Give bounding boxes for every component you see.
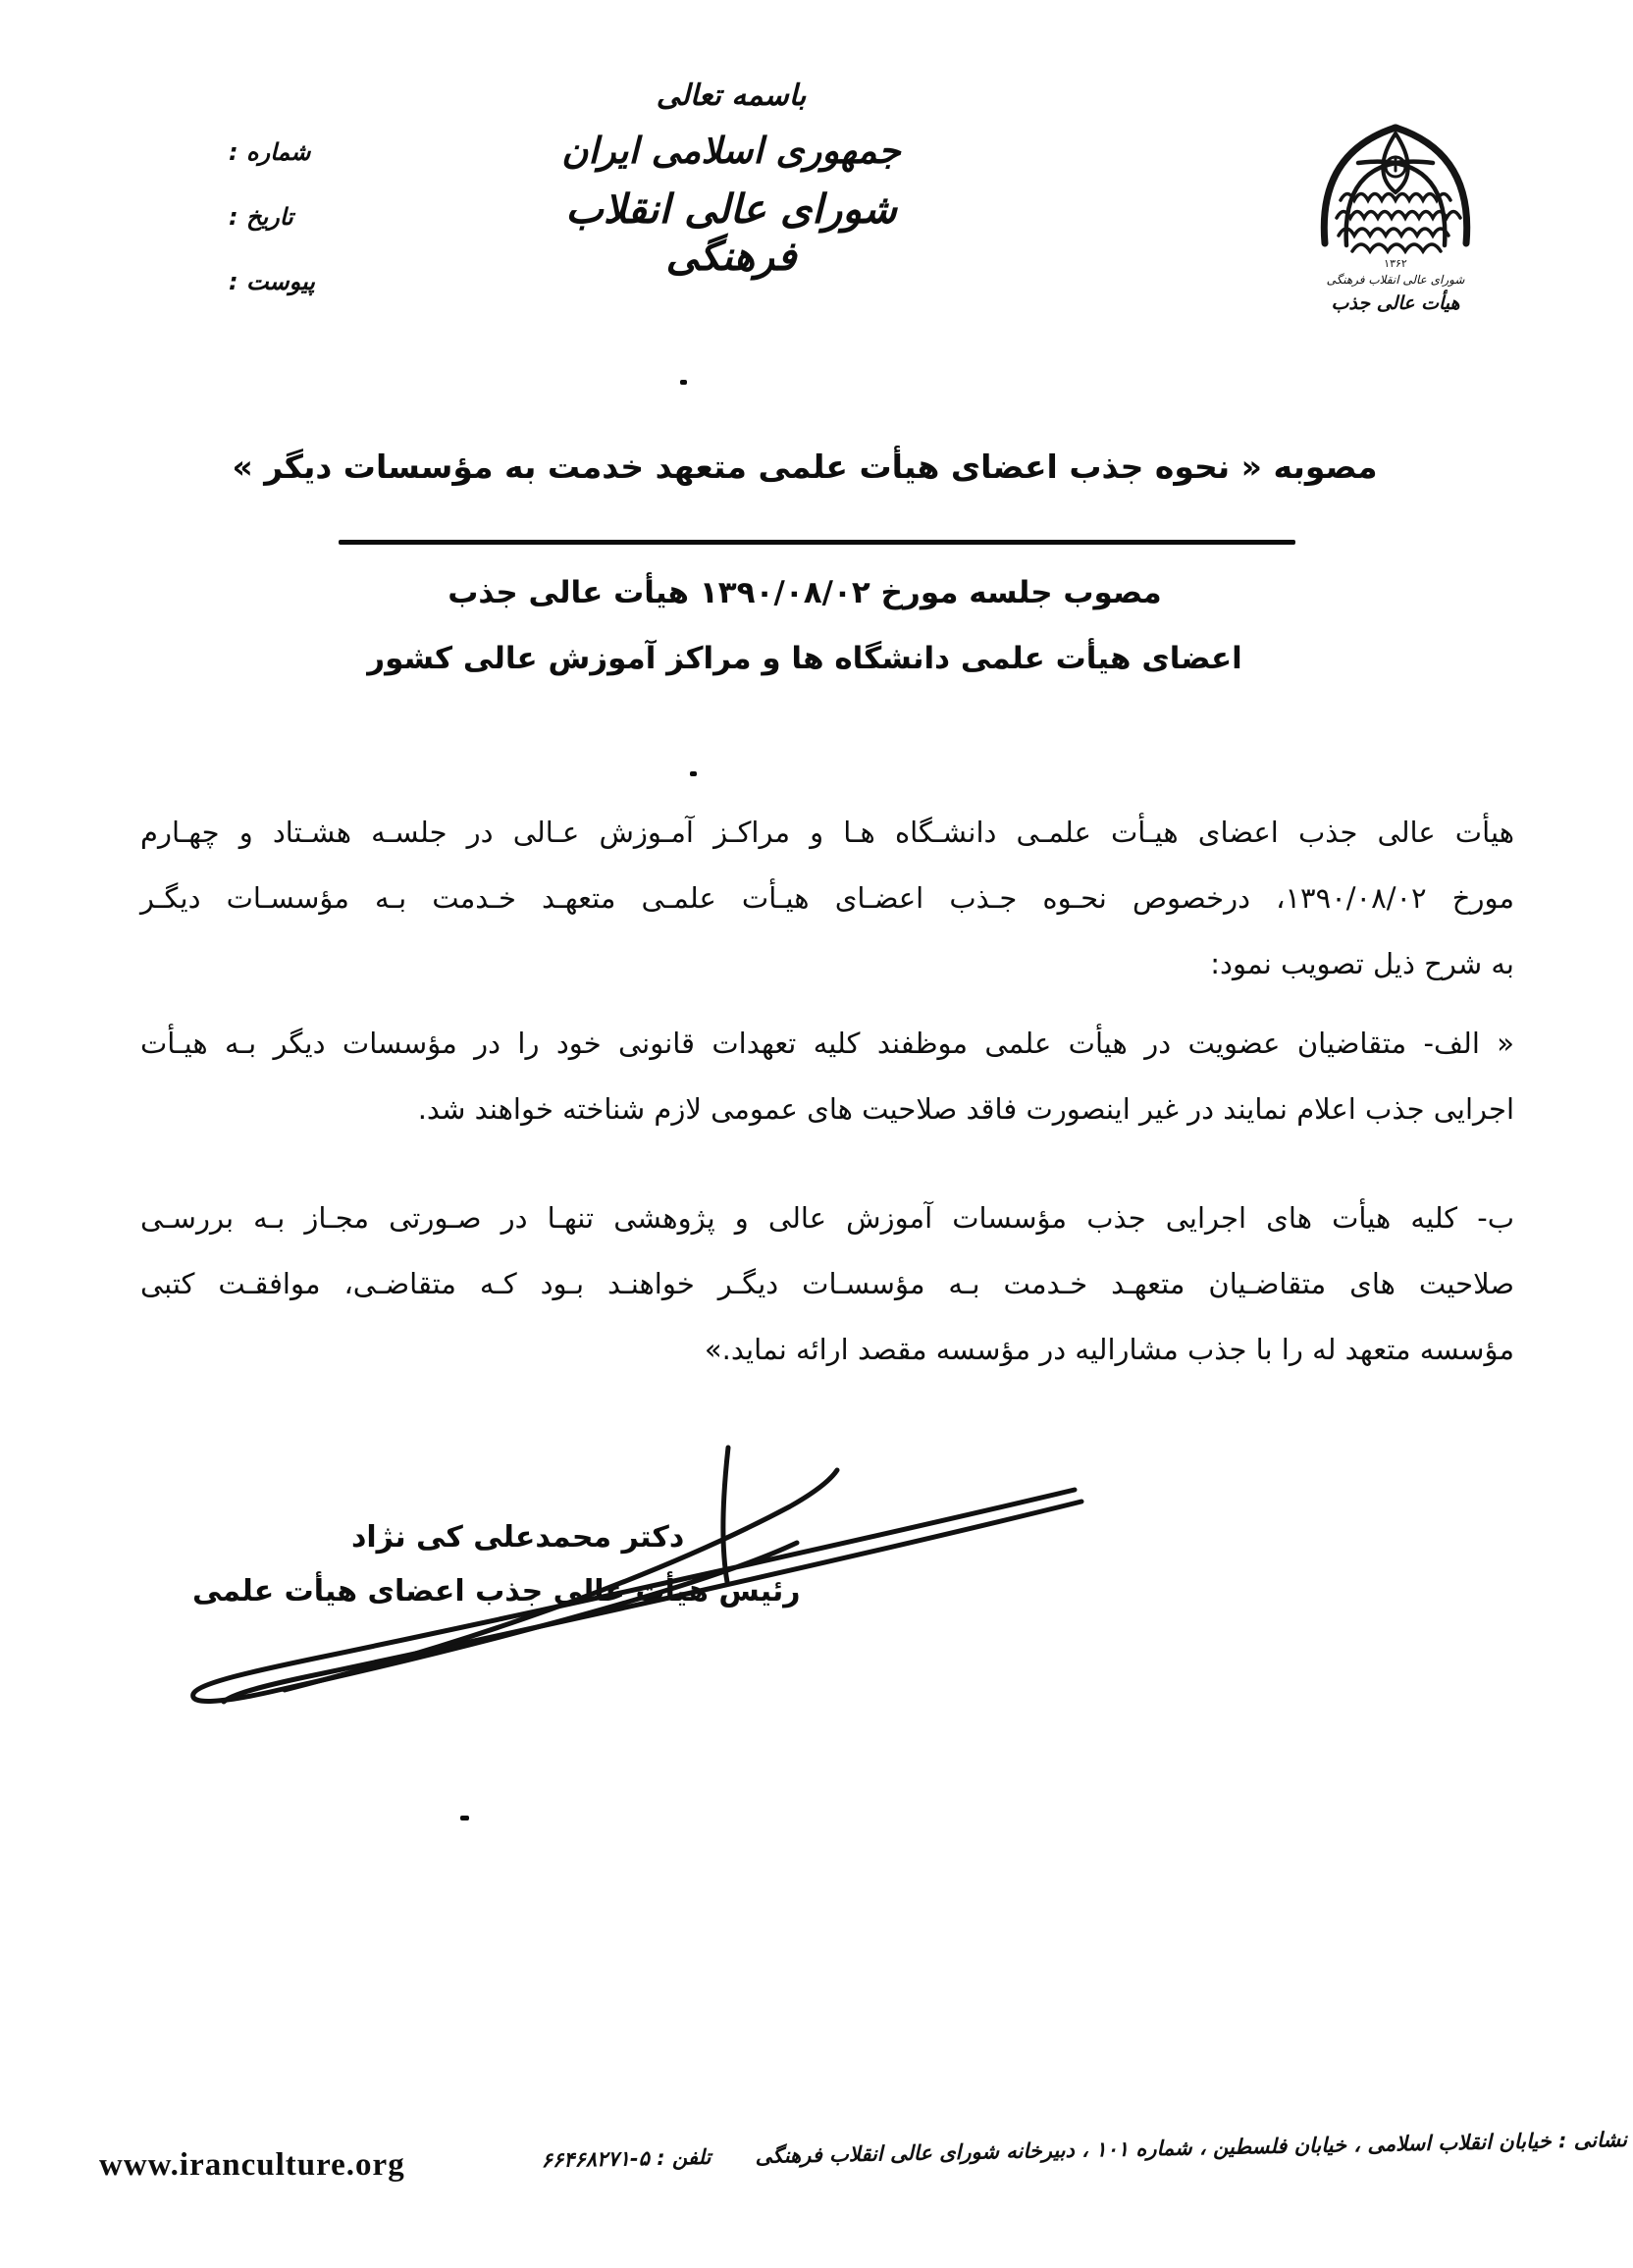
clause-b-paragraph	[140, 1186, 1514, 1383]
session-line-2: اعضای هیأت علمی دانشگاه ها و مراکز آموزش عالی کشور	[367, 641, 1242, 676]
paragraph-line: ب- کلیه هیأت های اجرایی جذب مؤسسات آموزش عالی و پژوهشی تنهـا در صـورتی مجـاز بـه بررسـی	[140, 1201, 1514, 1235]
signer-name: دکتر محمدعلی کی نژاد	[351, 1520, 685, 1555]
signer-title: رئیس هیأت عالی جذب اعضای هیأت علمی	[192, 1574, 801, 1609]
paragraph-line: هیأت عالی جذب اعضای هیـأت علمـی دانشـگاه هـا و مراکـز آمـوزش عـالی در جلسـه هشـتاد و چهـارم	[140, 816, 1514, 849]
paragraph-line: « الف- متقاضیان عضویت در هیأت علمی موظفند کلیه تعهدات قانونی خود را در مؤسسات دیگر بـه هیـأت	[140, 1027, 1514, 1060]
bismillah-text: باسمه تعالی	[656, 79, 807, 113]
footer-address: نشانی : خیابان انقلاب اسلامی ، خیابان فلسطین ، شماره ۱۰۱ ، دبیرخانه شورای عالی انقلاب فرهنگی	[755, 2128, 1628, 2169]
handwritten-signature-icon	[147, 1413, 1129, 1727]
emblem-caption-board: هیأت عالی جذب	[1331, 292, 1460, 314]
paragraph-line: اجرایی جذب اعلام نمایند در غیر اینصورت فاقد صلاحیت های عمومی لازم شناخته خواهند شد.	[417, 1092, 1514, 1126]
ink-speck	[680, 380, 687, 385]
clause-a-paragraph	[140, 1011, 1514, 1142]
paragraph-line: صلاحیت های متقاضـیان متعهـد خـدمت بـه مؤسسـات دیگـر خواهنـد بـود کـه متقاضـی، موافقـت کتبی	[140, 1267, 1514, 1300]
footer-website: www.iranculture.org	[99, 2147, 405, 2183]
title-divider	[339, 540, 1295, 545]
session-line-1: مصوب جلسه مورخ ۱۳۹۰/۰۸/۰۲ هیأت عالی جذب	[448, 575, 1162, 610]
paragraph-line: مورخ ۱۳۹۰/۰۸/۰۲، درخصوص نحـوه جـذب اعضـای هیـأت علمـی متعهـد خـدمت بـه مؤسسـات دیگـر	[140, 881, 1514, 915]
council-name-text: شورای عالی انقلاب فرهنگی	[565, 185, 897, 280]
date-field-label: تاریخ :	[229, 203, 293, 231]
paragraph-line: مؤسسه متعهد له را با جذب مشارالیه در مؤسسه مقصد ارائه نماید.»	[704, 1333, 1514, 1366]
ink-speck	[460, 1816, 469, 1820]
footer-contact-line	[541, 2128, 1628, 2173]
council-emblem-icon	[1297, 106, 1494, 271]
paragraph-line: به شرح ذیل تصویب نمود:	[1210, 947, 1514, 980]
letterhead-center	[505, 79, 957, 280]
resolution-title: مصوبه « نحوه جذب اعضای هیأت علمی متعهد خدمت به مؤسسات دیگر »	[232, 448, 1378, 486]
emblem-caption-council: شورای عالی انقلاب فرهنگی	[1326, 273, 1465, 287]
council-emblem	[1297, 106, 1494, 314]
body-paragraph-1	[140, 800, 1514, 997]
footer-phone: تلفن : ۵-۶۶۴۶۸۲۷۱	[541, 2144, 711, 2173]
country-name-text: جمهوری اسلامی ایران	[561, 130, 901, 172]
ink-speck	[690, 771, 697, 776]
letterhead-fields	[229, 120, 322, 314]
emblem-year-mark: ۱۳۶۲	[1384, 257, 1407, 270]
number-field-label: شماره :	[229, 138, 311, 166]
attachment-field-label: پیوست :	[229, 268, 315, 295]
